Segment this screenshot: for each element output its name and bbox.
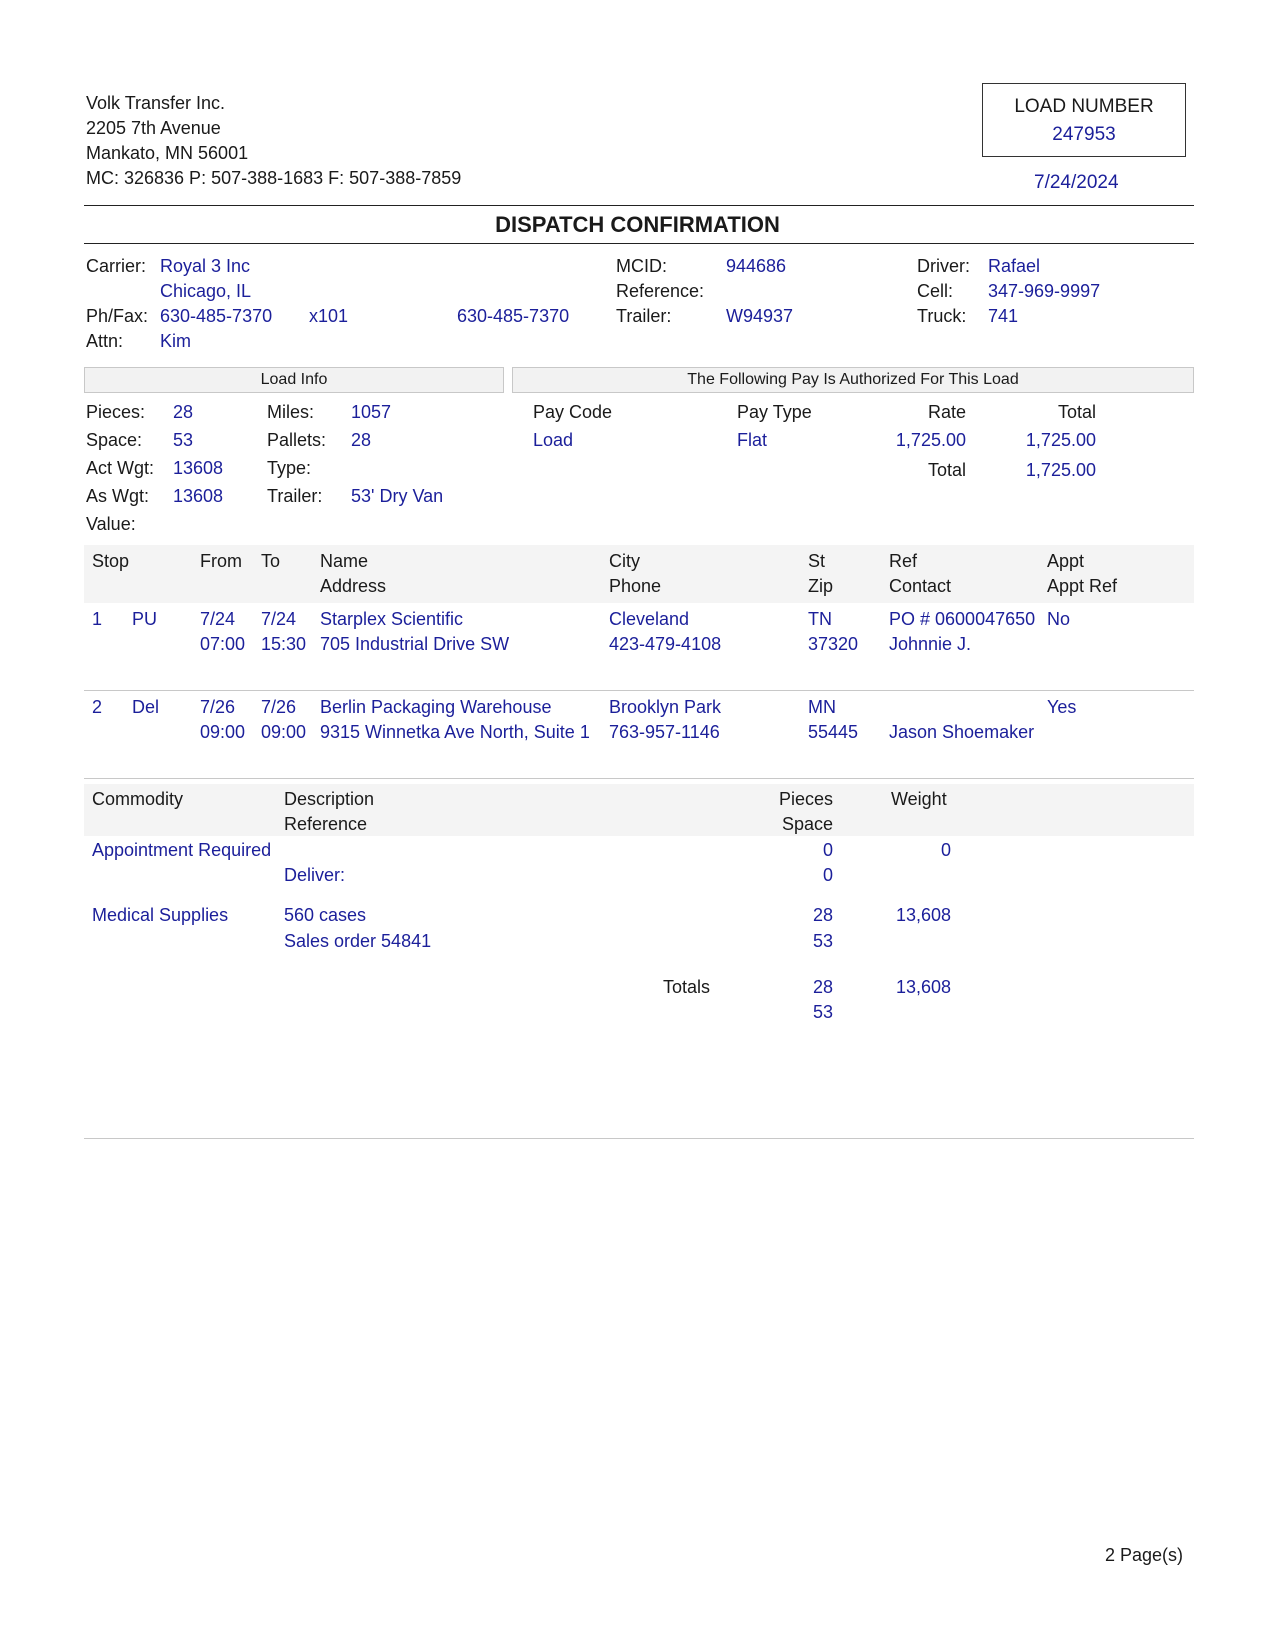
totals-pieces: 28 bbox=[812, 977, 833, 997]
load-number-box bbox=[982, 83, 1186, 157]
stop-1-city: Cleveland bbox=[609, 609, 690, 629]
stop-2-zip: 55445 bbox=[808, 722, 859, 742]
totals-space: 53 bbox=[812, 1002, 833, 1022]
pallets-value: 28 bbox=[351, 430, 372, 450]
carrier-name: Royal 3 Inc bbox=[160, 256, 251, 276]
totals-label: Totals bbox=[663, 977, 711, 997]
company-street: 2205 7th Avenue bbox=[86, 118, 221, 138]
company-name: Volk Transfer Inc. bbox=[86, 93, 226, 113]
stop-1-to-date: 7/24 bbox=[261, 609, 297, 629]
stop-2-state: MN bbox=[808, 697, 836, 717]
stop-2-to-time: 09:00 bbox=[261, 722, 307, 742]
company-city: Mankato, MN 56001 bbox=[86, 143, 249, 163]
carrier-fax: 630-485-7370 bbox=[457, 306, 570, 326]
stops-col-zip: Zip bbox=[808, 576, 834, 596]
aswgt-value: 13608 bbox=[173, 486, 224, 506]
stop-2-city: Brooklyn Park bbox=[609, 697, 722, 717]
stops-col-city: City bbox=[609, 551, 640, 571]
stops-col-stop: Stop bbox=[92, 551, 130, 571]
carrier-ext: x101 bbox=[309, 306, 349, 326]
pay-type-header: Pay Type bbox=[737, 402, 812, 422]
stops-col-appt: Appt bbox=[1047, 551, 1085, 571]
stops-col-appt-ref: Appt Ref bbox=[1047, 576, 1118, 596]
commodity-1-reference: Deliver: bbox=[284, 865, 346, 885]
stop-1-ref: PO # 0600047650 bbox=[889, 609, 1036, 629]
stops-col-contact: Contact bbox=[889, 576, 952, 596]
stop-2-type: Del bbox=[132, 697, 160, 717]
type-label: Type: bbox=[267, 458, 312, 478]
stop-divider bbox=[84, 690, 1194, 691]
load-date: 7/24/2024 bbox=[1034, 172, 1119, 193]
stops-col-name: Name bbox=[320, 551, 369, 571]
carrier-city: Chicago, IL bbox=[160, 281, 252, 301]
actwgt-value: 13608 bbox=[173, 458, 224, 478]
mcid-label: MCID: bbox=[616, 256, 667, 276]
commodity-col-weight: Weight bbox=[891, 789, 947, 809]
stop-1-phone: 423-479-4108 bbox=[609, 634, 722, 654]
stop-1-name: Starplex Scientific bbox=[320, 609, 464, 629]
pay-line-total: 1,725.00 bbox=[1025, 430, 1096, 450]
stop-1-zip: 37320 bbox=[808, 634, 859, 654]
commodity-col-commodity: Commodity bbox=[92, 789, 184, 809]
stop-2-from-time: 09:00 bbox=[200, 722, 246, 742]
load-number: 247953 bbox=[1052, 124, 1116, 145]
pay-type: Flat bbox=[737, 430, 768, 450]
stops-col-ref: Ref bbox=[889, 551, 918, 571]
stops-col-phone: Phone bbox=[609, 576, 662, 596]
pay-total: 1,725.00 bbox=[1025, 460, 1096, 480]
truck-value: 741 bbox=[988, 306, 1019, 326]
bottom-divider bbox=[84, 1138, 1194, 1139]
commodity-2-pieces: 28 bbox=[812, 905, 833, 925]
space-value: 53 bbox=[173, 430, 194, 450]
commodity-2-description: 560 cases bbox=[284, 905, 367, 925]
carrier-phone: 630-485-7370 bbox=[160, 306, 273, 326]
trailer-label: Trailer: bbox=[616, 306, 672, 326]
commodity-1-name: Appointment Required bbox=[92, 840, 272, 860]
stop-2-address: 9315 Winnetka Ave North, Suite 1 bbox=[320, 722, 590, 742]
stop-2-to-date: 7/26 bbox=[261, 697, 297, 717]
load-number-label: LOAD NUMBER bbox=[1014, 96, 1154, 117]
load-info-header: Load Info bbox=[84, 367, 504, 393]
totals-weight: 13,608 bbox=[895, 977, 951, 997]
reference-label: Reference: bbox=[616, 281, 705, 301]
pay-rate-header: Rate bbox=[927, 402, 966, 422]
truck-label: Truck: bbox=[917, 306, 967, 326]
actwgt-label: Act Wgt: bbox=[86, 458, 155, 478]
stop-1-address: 705 Industrial Drive SW bbox=[320, 634, 510, 654]
stop-2-appt: Yes bbox=[1047, 697, 1077, 717]
li-trailer-value: 53' Dry Van bbox=[351, 486, 444, 506]
commodity-col-reference: Reference bbox=[284, 814, 368, 834]
pay-rate: 1,725.00 bbox=[895, 430, 966, 450]
page-count: 2 Page(s) bbox=[1105, 1545, 1184, 1565]
stop-1-contact: Johnnie J. bbox=[889, 634, 972, 654]
value-label: Value: bbox=[86, 514, 136, 534]
stop-2-from-date: 7/26 bbox=[200, 697, 236, 717]
pay-total-header: Total bbox=[1057, 402, 1096, 422]
commodity-header-band bbox=[84, 784, 1194, 836]
commodity-col-pieces: Pieces bbox=[778, 789, 833, 809]
commodity-col-space: Space bbox=[781, 814, 833, 834]
commodity-1-weight: 0 bbox=[940, 840, 951, 860]
stop-1-from-time: 07:00 bbox=[200, 634, 246, 654]
trailer-value: W94937 bbox=[726, 306, 794, 326]
miles-value: 1057 bbox=[351, 402, 392, 422]
pay-code-header: Pay Code bbox=[533, 402, 613, 422]
pay-code: Load bbox=[533, 430, 574, 450]
attn-label: Attn: bbox=[86, 331, 124, 351]
commodity-2-reference: Sales order 54841 bbox=[284, 931, 432, 951]
space-label: Space: bbox=[86, 430, 143, 450]
pay-total-label: Total bbox=[927, 460, 966, 480]
carrier-attn: Kim bbox=[160, 331, 191, 351]
pallets-label: Pallets: bbox=[267, 430, 327, 450]
pieces-value: 28 bbox=[173, 402, 194, 422]
stop-2-phone: 763-957-1146 bbox=[609, 722, 720, 742]
stop-1-to-time: 15:30 bbox=[261, 634, 307, 654]
commodity-1-pieces: 0 bbox=[822, 840, 833, 860]
company-contact-line: MC: 326836 P: 507-388-1683 F: 507-388-7859 bbox=[86, 168, 462, 188]
stop-2-name: Berlin Packaging Warehouse bbox=[320, 697, 552, 717]
commodity-2-weight: 13,608 bbox=[895, 905, 951, 925]
driver-label: Driver: bbox=[917, 256, 970, 276]
stop-1-state: TN bbox=[808, 609, 832, 629]
li-trailer-label: Trailer: bbox=[267, 486, 323, 506]
commodity-2-space: 53 bbox=[812, 931, 833, 951]
stops-col-address: Address bbox=[320, 576, 387, 596]
aswgt-label: As Wgt: bbox=[86, 486, 150, 506]
stop-1-from-date: 7/24 bbox=[200, 609, 236, 629]
carrier-label: Carrier: bbox=[86, 256, 147, 276]
cell-value: 347-969-9997 bbox=[988, 281, 1101, 301]
document-title: DISPATCH CONFIRMATION bbox=[495, 212, 780, 237]
stop-1-appt: No bbox=[1047, 609, 1071, 629]
miles-label: Miles: bbox=[267, 402, 315, 422]
stop-2-number: 2 bbox=[92, 697, 103, 717]
stops-col-to: To bbox=[261, 551, 281, 571]
commodity-1-space: 0 bbox=[822, 865, 833, 885]
header-divider bbox=[84, 205, 1194, 206]
stops-col-from: From bbox=[200, 551, 242, 571]
stop-2-contact: Jason Shoemaker bbox=[889, 722, 1035, 742]
title-divider bbox=[84, 243, 1194, 244]
stop-1-type: PU bbox=[132, 609, 158, 629]
pay-header: The Following Pay Is Authorized For This Load bbox=[512, 367, 1194, 393]
stop-1-number: 1 bbox=[92, 609, 103, 629]
phfax-label: Ph/Fax: bbox=[86, 306, 149, 326]
pieces-label: Pieces: bbox=[86, 402, 146, 422]
driver-value: Rafael bbox=[988, 256, 1041, 276]
commodity-2-name: Medical Supplies bbox=[92, 905, 229, 925]
commodity-col-description: Description bbox=[284, 789, 375, 809]
stops-col-st: St bbox=[808, 551, 826, 571]
stops-end-divider bbox=[84, 778, 1194, 779]
cell-label: Cell: bbox=[917, 281, 954, 301]
mcid-value: 944686 bbox=[726, 256, 787, 276]
